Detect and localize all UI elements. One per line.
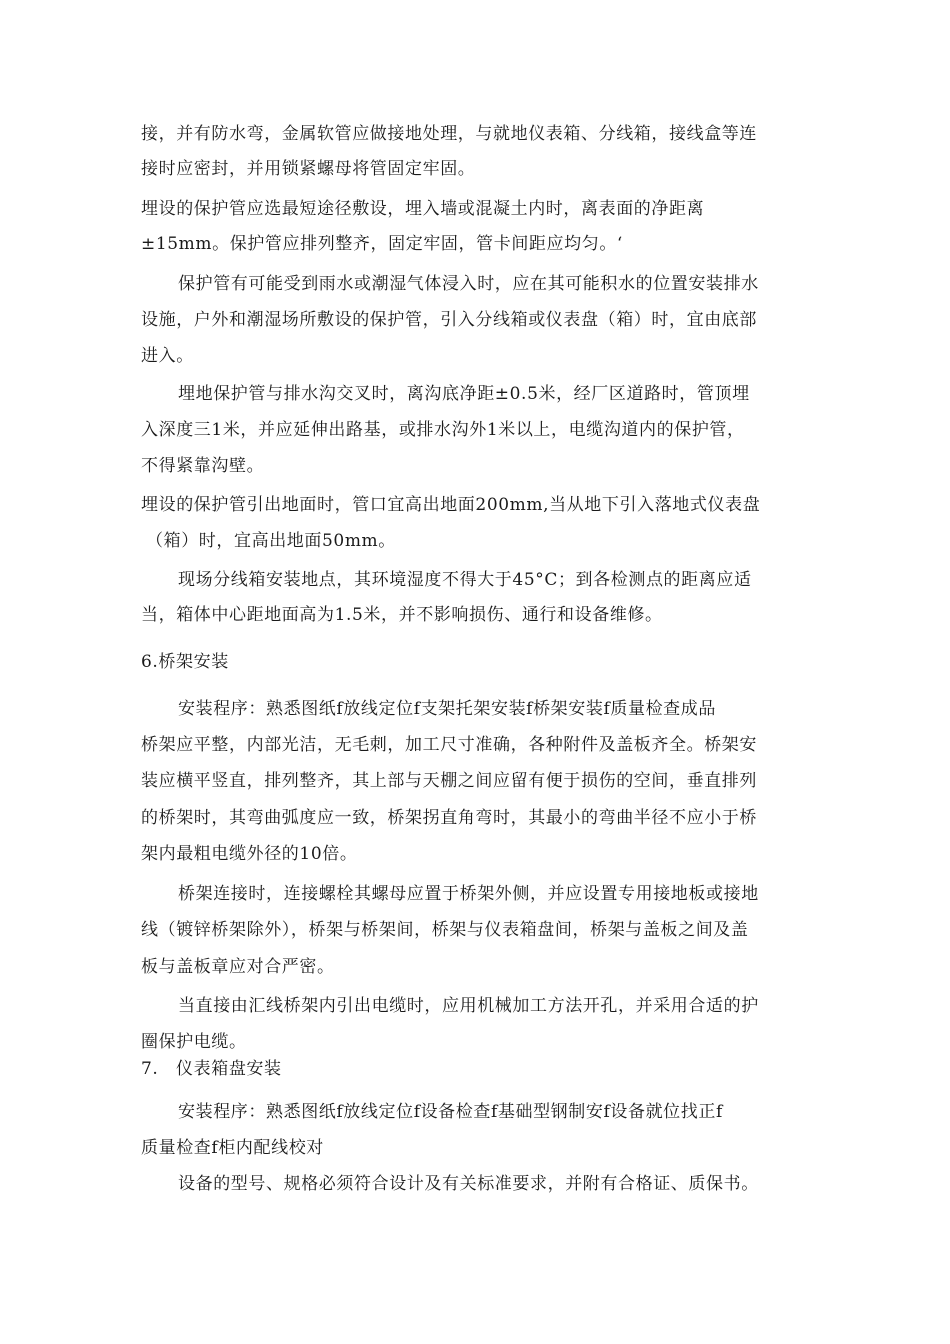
text-line: 桥架应平整，内部光洁，无毛刺，加工尺寸准确，各种附件及盖板齐全。桥架安 [141, 735, 757, 755]
text-line: 线（镀锌桥架除外），桥架与桥架间，桥架与仪表箱盘间，桥架与盖板之间及盖 [141, 920, 749, 940]
text-line: 接，并有防水弯，金属软管应做接地处理，与就地仪表箱、分线箱，接线盒等连 [141, 124, 757, 144]
text-line: 安装程序：熟悉图纸f放线定位f设备检查f基础型钢制安f设备就位找正f [178, 1102, 723, 1122]
text-line: 进入。 [141, 346, 194, 366]
text-line: 保护管有可能受到雨水或潮湿气体浸入时，应在其可能积水的位置安装排水 [178, 274, 759, 294]
text-line: 质量检查f柜内配线校对 [141, 1138, 324, 1158]
text-line: 当，箱体中心距地面高为1.5米，并不影响损伤、通行和设备维修。 [141, 605, 663, 625]
text-line: 桥架连接时，连接螺栓其螺母应置于桥架外侧，并应设置专用接地板或接地 [178, 884, 759, 904]
text-line: 设备的型号、规格必须符合设计及有关标准要求，并附有合格证、质保书。 [178, 1174, 759, 1194]
text-line: 埋设的保护管引出地面时，管口宜高出地面200mm,当从地下引入落地式仪表盘 [141, 495, 761, 515]
text-line: 设施，户外和潮湿场所敷设的保护管，引入分线箱或仪表盘（箱）时，宜由底部 [141, 310, 757, 330]
text-line: 圈保护电缆。 [141, 1032, 247, 1052]
text-line: 板与盖板章应对合严密。 [141, 957, 335, 977]
text-line: 入深度三1米，并应延伸出路基，或排水沟外1米以上，电缆沟道内的保护管， [141, 420, 745, 440]
text-line: 埋设的保护管应选最短途径敷设，埋入墙或混凝土内时，离表面的净距离 [141, 199, 705, 219]
text-line: ±15mm。保护管应排列整齐，固定牢固，管卡间距应均匀。‘ [141, 234, 623, 254]
text-line: 装应横平竖直，排列整齐，其上部与天棚之间应留有便于损伤的空间，垂直排列 [141, 771, 757, 791]
text-line: 接时应密封，并用锁紧螺母将管固定牢固。 [141, 159, 476, 179]
text-line: 的桥架时，其弯曲弧度应一致，桥架拐直角弯时，其最小的弯曲半径不应小于桥 [141, 808, 757, 828]
section-heading: 7. 仪表箱盘安装 [141, 1059, 282, 1079]
section-heading: 6.桥架安装 [141, 652, 229, 672]
text-line: 现场分线箱安装地点，其环境湿度不得大于45°C；到各检测点的距离应适 [178, 570, 752, 590]
text-line: 埋地保护管与排水沟交叉时，离沟底净距±0.5米，经厂区道路时，管顶埋 [178, 384, 750, 404]
text-line: 不得紧靠沟壁。 [141, 456, 265, 476]
text-line: 当直接由汇线桥架内引出电缆时，应用机械加工方法开孔，并采用合适的护 [178, 996, 759, 1016]
text-line: 架内最粗电缆外径的10倍。 [141, 844, 358, 864]
text-line: 安装程序：熟悉图纸f放线定位f支架托架安装f桥架安装f质量检查成品 [178, 699, 716, 719]
text-line: （箱）时，宜高出地面50mm。 [146, 531, 396, 551]
